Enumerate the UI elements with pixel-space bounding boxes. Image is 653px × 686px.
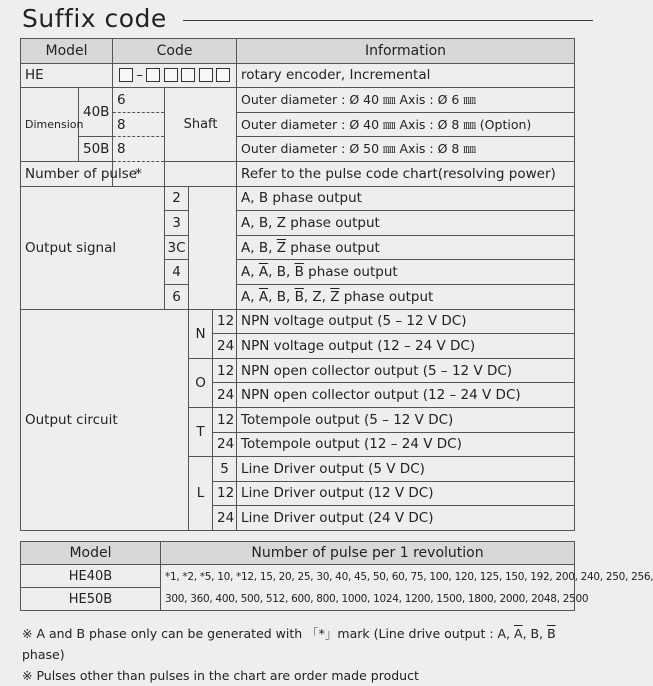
- dimension-40b: 40B: [79, 88, 113, 137]
- signal-text: A,: [241, 264, 259, 281]
- header-row: [21, 39, 575, 64]
- signal-text: , B,: [268, 288, 295, 305]
- signal-text-inverted: $\overline{Z}$: [276, 239, 286, 256]
- dimension-info: Outer diameter : Ø 40 ㎜ Axis : Ø 6 ㎜: [237, 88, 575, 113]
- circuit-code: 24: [213, 506, 237, 531]
- signal-text: phase output: [285, 239, 380, 256]
- note-line: [22, 623, 600, 665]
- circuit-letter: L: [189, 457, 213, 531]
- pulse-model: HE50B: [21, 588, 161, 611]
- code-box-dimension: [119, 68, 133, 82]
- circuit-letter: T: [189, 407, 213, 456]
- dimension-info: Outer diameter : Ø 40 ㎜ Axis : Ø 8 ㎜ (Option): [237, 112, 575, 137]
- signal-info: [237, 235, 575, 260]
- signal-text: A, B,: [241, 239, 277, 256]
- circuit-code: 24: [213, 432, 237, 457]
- he-info: rotary encoder, Incremental: [237, 63, 575, 88]
- output-circuit-label: Output circuit: [21, 309, 189, 530]
- signal-info: [237, 284, 575, 309]
- circuit-code: 24: [213, 383, 237, 408]
- pulse-code: *: [113, 161, 165, 186]
- circuit-info: Totempole output (12 – 24 V DC): [237, 432, 575, 457]
- note-line: ※ Pulses other than pulses in the chart are order made product: [22, 668, 419, 683]
- pulse-header-model: Model: [21, 542, 161, 565]
- pulse-header-values: Number of pulse per 1 revolution: [161, 542, 575, 565]
- signal-text-inverted: $\overline{A}$: [258, 288, 269, 305]
- signal-text-inverted: $\overline{Z}$: [330, 288, 340, 305]
- circuit-info: Line Driver output (12 V DC): [237, 481, 575, 506]
- header-model: Model: [21, 39, 113, 64]
- dimension-row-1: [21, 88, 575, 113]
- note-text-inverted: $\overline{A}$: [514, 626, 523, 641]
- title-rule: [183, 20, 593, 21]
- note-text: , B,: [522, 626, 548, 641]
- title-row: [20, 2, 580, 36]
- signal-row-2: [21, 186, 575, 211]
- signal-text-inverted: $\overline{B}$: [294, 288, 304, 305]
- circuit-code: 12: [213, 481, 237, 506]
- dimension-info: Outer diameter : Ø 50 ㎜ Axis : Ø 8 ㎜: [237, 137, 575, 162]
- signal-text-inverted: $\overline{B}$: [294, 264, 304, 281]
- signal-info: [237, 260, 575, 285]
- pulse-table: [20, 541, 653, 611]
- circuit-info: Line Driver output (24 V DC): [237, 506, 575, 531]
- pulse-values-line: *1, *2, *5, 10, *12, 15, 20, 25, 30, 40, 45, 50, 60, 75, 100, 120, 125, 150, 192, 200, 240, 250, 256,: [165, 570, 653, 583]
- header-code: Code: [113, 39, 237, 64]
- pulse-label: Number of pulse: [21, 161, 113, 186]
- code-box-pulse: [164, 68, 178, 82]
- signal-text: , Z,: [303, 288, 331, 305]
- circuit-info: NPN open collector output (12 – 24 V DC): [237, 383, 575, 408]
- signal-code: 4: [165, 260, 189, 285]
- circuit-info: NPN voltage output (12 – 24 V DC): [237, 334, 575, 359]
- signal-info: A, B, Z phase output: [237, 211, 575, 236]
- dimension-code: 6: [113, 88, 165, 113]
- pulse-values-line: 300, 360, 400, 500, 512, 600, 800, 1000, 1024, 1200, 1500, 1800, 2000, 2048, 2500: [165, 592, 589, 605]
- header-information: Information: [237, 39, 575, 64]
- note-text: phase): [22, 647, 65, 662]
- code-boxes: [113, 63, 237, 88]
- signal-code: 3C: [165, 235, 189, 260]
- code-box-circuit-voltage: [216, 68, 230, 82]
- pulse-model: HE40B: [21, 565, 161, 588]
- code-box-shaft: [146, 68, 160, 82]
- note-text-inverted: $\overline{B}$: [547, 626, 556, 641]
- circuit-code: 12: [213, 407, 237, 432]
- output-signal-label: Output signal: [21, 186, 165, 309]
- circuit-code: 24: [213, 334, 237, 359]
- circuit-letter: O: [189, 358, 213, 407]
- signal-text: phase output: [339, 288, 434, 305]
- signal-text: A,: [241, 288, 259, 305]
- dimension-code: 8: [113, 112, 165, 137]
- notes: [22, 623, 600, 686]
- circuit-info: NPN open collector output (5 – 12 V DC): [237, 358, 575, 383]
- pulse-row-he40b: [21, 565, 575, 588]
- pulse-row: [21, 161, 575, 186]
- code-dash: –: [136, 67, 143, 84]
- signal-code: 3: [165, 211, 189, 236]
- circuit-code: 12: [213, 358, 237, 383]
- note-text: ※ A and B phase only can be generated with 「*」mark (Line drive output : A,: [22, 626, 515, 641]
- signal-code: 6: [165, 284, 189, 309]
- he-model: HE: [21, 63, 113, 88]
- he-row: [21, 63, 575, 88]
- code-box-circuit-type: [199, 68, 213, 82]
- circuit-info: Totempole output (5 – 12 V DC): [237, 407, 575, 432]
- pulse-header-row: [21, 542, 575, 565]
- signal-info: A, B phase output: [237, 186, 575, 211]
- circuit-row: [21, 309, 575, 334]
- circuit-info: NPN voltage output (5 – 12 V DC): [237, 309, 575, 334]
- pulse-info: Refer to the pulse code chart(resolving power): [237, 161, 575, 186]
- signal-text: , B,: [268, 264, 295, 281]
- dimension-code: 8: [113, 137, 165, 162]
- dimension-row-3: [21, 137, 575, 162]
- circuit-letter: N: [189, 309, 213, 358]
- suffix-code-table: [20, 38, 575, 531]
- pulse-values: [161, 565, 653, 611]
- circuit-info: Line Driver output (5 V DC): [237, 457, 575, 482]
- signal-code: 2: [165, 186, 189, 211]
- code-box-signal: [181, 68, 195, 82]
- dimension-label: Dimension: [21, 88, 79, 162]
- page-title: Suffix code: [22, 4, 167, 33]
- dimension-50b: 50B: [79, 137, 113, 162]
- signal-text-inverted: $\overline{A}$: [258, 264, 269, 281]
- circuit-code: 5: [213, 457, 237, 482]
- signal-text: phase output: [303, 264, 398, 281]
- shaft-label: Shaft: [165, 88, 237, 162]
- circuit-code: 12: [213, 309, 237, 334]
